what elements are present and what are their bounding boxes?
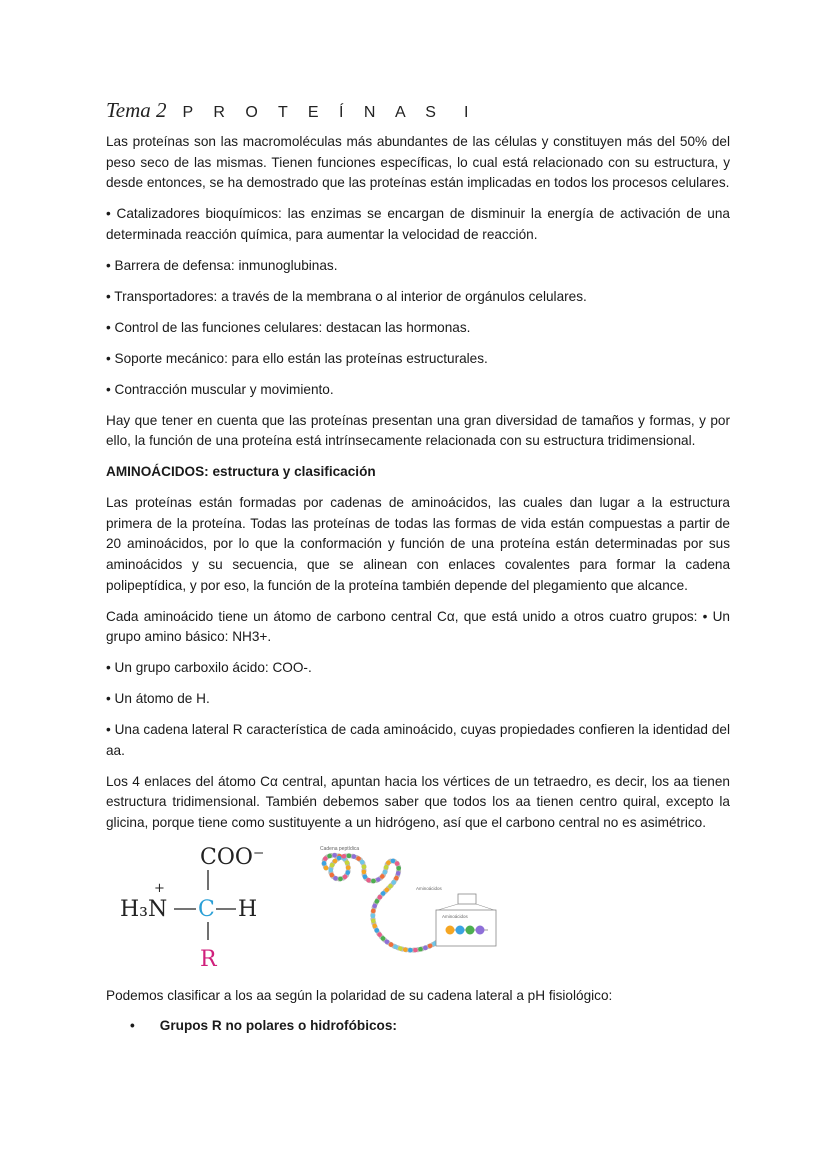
chain-bead: [381, 936, 386, 941]
chain-bead: [338, 877, 343, 882]
chain-bead: [352, 854, 357, 859]
chain-bead: [380, 874, 385, 879]
closing-paragraph: [106, 986, 730, 1007]
paragraph: Hay que tener en cuenta que las proteínas presentan una gran diversidad de tamaños y formas, y por ello, la función de una proteína está intrínsecamente relacionada con su estructura tridimensional.: [106, 412, 730, 449]
chain-bead: [386, 860, 391, 865]
section-heading: AMINOÁCIDOS: estructura y clasificación: [106, 464, 376, 480]
chain-bead: [384, 865, 389, 870]
chain-bead: [376, 877, 381, 882]
paragraph: Cada aminoácido tiene un átomo de carbono central Cα, que está unido a otros cuatro grupos: • Un grupo amino básico: NH3+.: [106, 608, 730, 645]
chain-bead: [362, 864, 367, 869]
chain-bead: [356, 856, 361, 861]
chain-bead: [366, 878, 371, 883]
chain-bead: [391, 859, 396, 864]
chain-bead: [346, 865, 351, 870]
amino-acid-figure: [116, 838, 516, 978]
bullet-item: • Un átomo de H.: [106, 691, 210, 707]
chain-bead: [360, 860, 365, 865]
chain-bead: [330, 863, 335, 868]
chain-bead: [322, 861, 327, 866]
chain-bead: [371, 879, 376, 884]
amino-group: H₃N: [120, 897, 168, 922]
chain-bead: [389, 942, 394, 947]
hydrogen-atom: H: [238, 897, 258, 922]
chain-bead: [385, 939, 390, 944]
chain-bead: [333, 859, 338, 864]
chain-bead: [396, 871, 401, 876]
chain-bead: [343, 875, 348, 880]
chain-bead: [398, 946, 403, 951]
body-text: [106, 132, 730, 844]
chain-bead: [408, 948, 413, 953]
chain-bead: [388, 884, 393, 889]
aminoacid-label: Aminoácidos: [416, 886, 442, 891]
chain-bead: [375, 899, 380, 904]
chain-bead: [371, 919, 376, 924]
paragraph: Las proteínas son las macromoléculas más abundantes de las células y constituyen más del 50% del peso seco de las mismas. Tienen funciones específicas, lo cual está relacionado con su estructura, y desde entonces, se ha demostrado que las proteínas están implicadas en todos los procesos celulares.: [106, 134, 730, 191]
paragraph: Las proteínas están formadas por cadenas de aminoácidos, las cuales dan lugar a la estructura primera de la proteína. Todas las proteínas de todas las formas de vida están compuestas a partir de 20 aminoácidos, por lo que la conformación y función de una proteína están determinadas por sus aminoácidos y su secuencia, que se alinean con enlaces covalentes para formar la cadena polipeptídica, y por eso, la función de la proteína también depende del plegamiento que alcance.: [106, 495, 730, 593]
chain-bead: [371, 909, 376, 914]
chain-bead: [329, 873, 334, 878]
topic-part: I: [463, 104, 477, 121]
chain-label: Cadena peptídica: [320, 846, 360, 852]
bullet-item: • Control de las funciones celulares: destacan las hormonas.: [106, 319, 471, 335]
chain-bead: [372, 904, 377, 909]
chain-bead: [332, 853, 337, 858]
side-chain-r: R: [200, 947, 217, 972]
bullet-item: • Contracción muscular y movimiento.: [106, 381, 334, 397]
chain-bead: [395, 861, 400, 866]
chain-bead: [342, 854, 347, 859]
chain-bead: [377, 932, 382, 937]
chain-bead: [324, 866, 329, 871]
bullet-item: • Barrera de defensa: inmunoglubinas.: [106, 257, 338, 273]
chain-bead: [323, 856, 328, 861]
chain-bead: [371, 914, 376, 919]
carboxyl-group: COO⁻: [200, 845, 265, 870]
bullet-item: • Una cadena lateral R característica de cada aminoácido, cuyas propiedades confieren la identidad del aa.: [106, 722, 730, 758]
chain-bead: [381, 891, 386, 896]
chain-bead: [345, 870, 350, 875]
chain-bead: [377, 895, 382, 900]
topic-title: P R O T E Í N A S: [182, 104, 444, 121]
chain-bead: [423, 946, 428, 951]
chain-bead: [347, 854, 352, 859]
chain-bead: [413, 948, 418, 953]
bullet-item: • Catalizadores bioquímicos: las enzimas se encargan de disminuir la energía de activación de una determinada reacción química, para aumentar la velocidad de reacción.: [106, 206, 730, 242]
closing-text: Podemos clasificar a los aa según la polaridad de su cadena lateral a pH fisiológico:: [106, 988, 613, 1003]
chain-bead: [403, 947, 408, 952]
chain-bead: [383, 870, 388, 875]
bullet-item: • Soporte mecánico: para ello están las proteínas estructurales.: [106, 350, 488, 366]
chain-bead: [384, 888, 389, 893]
amino-acid-formula: [120, 845, 265, 972]
list-item-text: Grupos R no polares o hidrofóbicos:: [159, 1018, 397, 1033]
chain-bead: [374, 928, 379, 933]
paragraph: Los 4 enlaces del átomo Cα central, apuntan hacia los vértices de un tetraedro, es decir, los aa tienen estructura tridimensional. También debemos saber que todos los aa tienen centro quiral, excepto la glicina, porque tiene como sustituyente a un hidrógeno, así que el carbono central no es asimétrico.: [106, 773, 730, 830]
chain-bead: [372, 924, 377, 929]
charge-sign: +: [154, 881, 165, 896]
chain-bead: [337, 856, 342, 861]
aminoacid-zoom-label: Aminoácidos: [442, 914, 468, 919]
page-title: [106, 98, 476, 123]
alpha-carbon: C: [198, 897, 215, 922]
chain-bead: [363, 874, 368, 879]
bullet-item: • Un grupo carboxilo ácido: COO-.: [106, 660, 312, 676]
chain-bead: [396, 866, 401, 871]
chain-bead: [428, 944, 433, 949]
chain-bead: [333, 876, 338, 881]
chain-bead: [394, 876, 399, 881]
bullet-item: • Transportadores: a través de la membrana o al interior de orgánulos celulares.: [106, 288, 587, 304]
chain-bead: [327, 854, 332, 859]
chain-bead: [362, 870, 367, 875]
chain-bead: [393, 945, 398, 950]
list-item: [130, 1018, 397, 1033]
chain-bead: [418, 947, 423, 952]
peptide-chain-illustration: [320, 846, 496, 952]
chain-bead: [345, 860, 350, 865]
chain-bead: [328, 868, 333, 873]
topic-label: Tema 2: [106, 98, 167, 122]
chain-bead: [391, 880, 396, 885]
bullet-dot: •: [130, 1018, 135, 1033]
